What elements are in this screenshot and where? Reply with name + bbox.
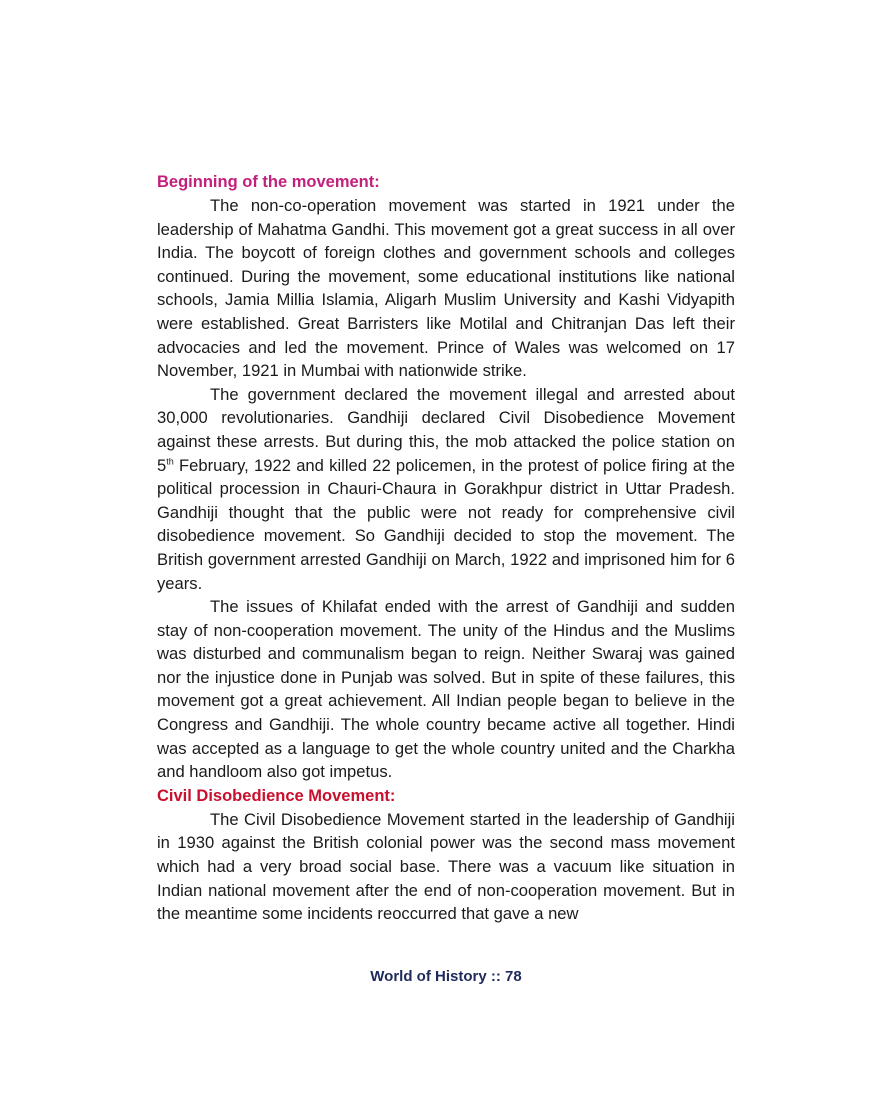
paragraph: The non-co-operation movement was started in 1921 under the leadership of Mahatma Gandhi. This movement got a great success in all over India. The boycott of foreign clothes and government schools and colleges continued. During the movement, some educational institutions like national schools, Jamia Millia Islamia, Aligarh Muslim University and Kashi Vidyapith were established. Great Barristers like Motilal and Chitranjan Das left their advocacies and led the movement. Prince of Wales was welcomed on 17 November, 1921 in Mumbai with nationwide strike.: [157, 196, 735, 381]
paragraph: The Civil Disobedience Movement started in the leadership of Gandhiji in 1930 against the British colonial power was the second mass movement which had a very broad social base. There was a vacuum like situation in Indian national movement after the end of non-cooperation movement. But in the meantime some incidents reoccurred that gave a new: [157, 809, 735, 924]
section-heading-civil-disobedience: Civil Disobedience Movement:: [157, 786, 396, 805]
paragraph: [157, 383, 735, 595]
ordinal-superscript: th: [166, 456, 174, 466]
page-footer: World of History :: 78: [370, 968, 522, 985]
paragraph-text: February, 1922 and killed 22 policemen, in the protest of police firing at the political procession in Chauri-Chaura in Gorakhpur district in Uttar Pradesh. Gandhiji thought that the public were not ready for comprehensive civil disobedience movement. So Gandhiji decided to stop the movement. The British government arrested Gandhiji on March, 1922 and imprisoned him for 6 years.: [157, 455, 735, 593]
paragraph: The issues of Khilafat ended with the arrest of Gandhiji and sudden stay of non-cooperation movement. The unity of the Hindus and the Muslims was disturbed and communalism began to reign. Neither Swaraj was gained nor the injustice done in Punjab was solved. But in spite of these failures, this movement got a great achievement. All Indian people began to believe in the Congress and Gandhiji. The whole country became active all together. Hindi was accepted as a language to get the whole country united and the Charkha and handloom also got impetus.: [157, 597, 735, 782]
paragraph-text: The government declared the movement illegal and arrested about 30,000 revolutionaries. Gandhiji declared Civil Disobedience Movement against these arrests. But during this, the mob attacked the police station on 5: [157, 384, 735, 475]
section-heading-beginning: Beginning of the movement:: [157, 173, 380, 191]
page-content: [157, 170, 735, 926]
